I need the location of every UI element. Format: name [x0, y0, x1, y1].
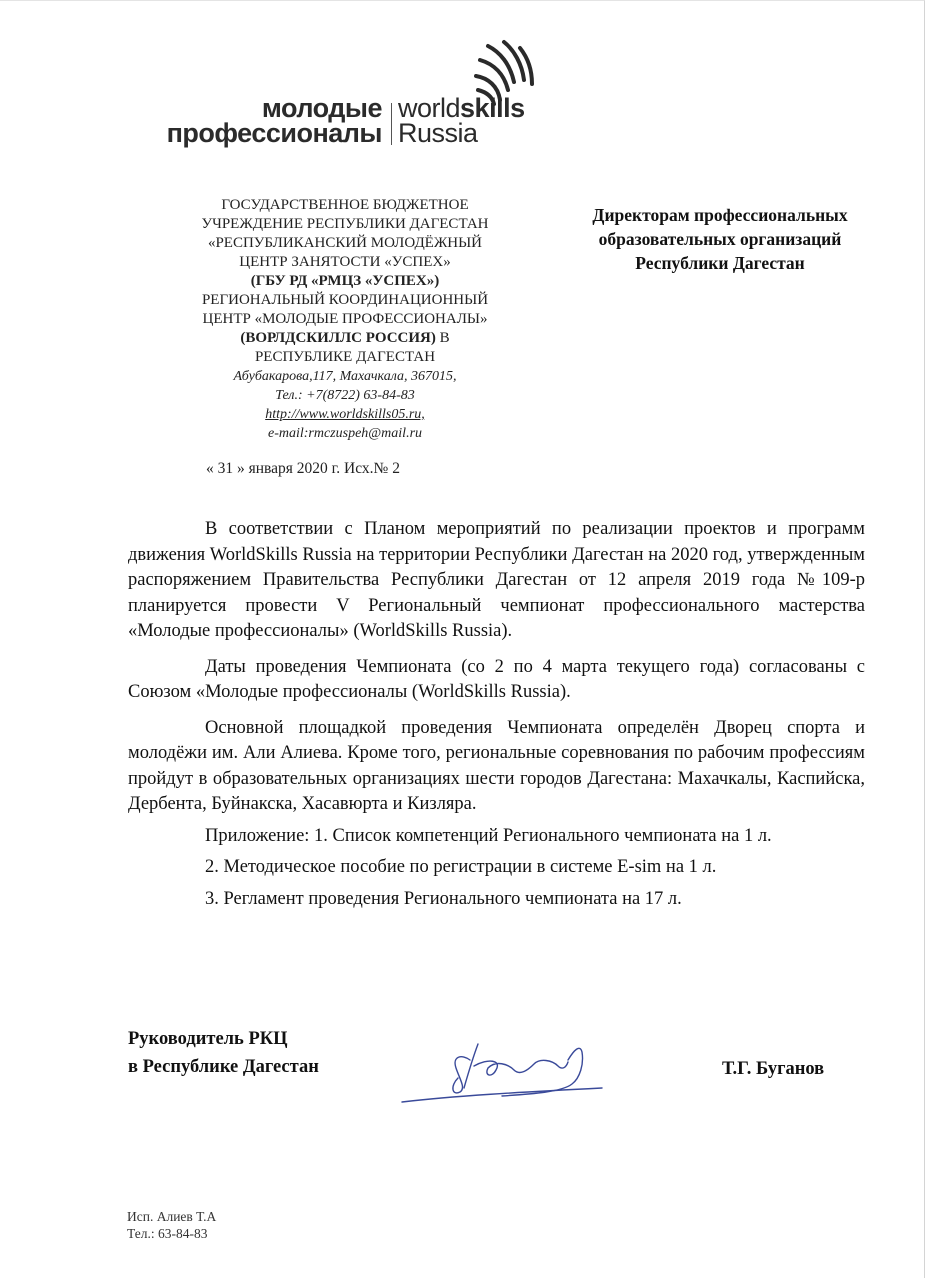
executor-info [127, 1208, 216, 1242]
sender-phone: Тел.: +7(8722) 63-84-83 [275, 388, 415, 403]
signatory-title-line-2: в Республике Дагестан [128, 1057, 319, 1077]
sender-email: e-mail:rmczuspeh@mail.ru [267, 426, 423, 441]
sender-line-abbr: (ГБУ РД «РМЦЗ «УСПЕХ») [250, 273, 440, 289]
sender-line-worldskills: (ВОРЛДСКИЛЛС РОССИЯ) [240, 330, 436, 346]
appendix-item-2: 2. Методическое пособие по регистрации в системе E-sim на 1 л. [205, 857, 717, 877]
sender-line: «РЕСПУБЛИКАНСКИЙ МОЛОДЁЖНЫЙ [207, 235, 483, 251]
logo-line-1: молодые [261, 93, 382, 123]
sender-line: РЕГИОНАЛЬНЫЙ КООРДИНАЦИОННЫЙ [201, 292, 489, 308]
document-date-number: « 31 » января 2020 г. Исх.№ 2 [206, 460, 400, 477]
body-paragraph-2: Даты проведения Чемпионата (со 2 по 4 марта текущего года) согласованы с Союзом «Молодые профессионалы (WorldSkills Russia). [128, 656, 865, 702]
executor-name: Исп. Алиев Т.А [127, 1209, 217, 1224]
sender-line: РЕСПУБЛИКЕ ДАГЕСТАН [254, 349, 436, 365]
signatory-name: Т.Г. Буганов [722, 1059, 825, 1079]
addressee-block [540, 203, 900, 275]
appendix-item-3: 3. Регламент проведения Регионального чемпионата на 17 л. [205, 888, 682, 909]
sender-line: УЧРЕЖДЕНИЕ РЕСПУБЛИКИ ДАГЕСТАН [201, 216, 489, 232]
signatory-title [128, 1025, 319, 1081]
sender-line-in: В [435, 330, 450, 346]
sender-website-link[interactable]: http://www.worldskills05.ru, [265, 407, 425, 422]
sender-address: Абубакарова,117, Махачкала, 367015, [233, 369, 457, 384]
logo-text-young-professionals [160, 93, 382, 148]
logo-divider [391, 103, 392, 145]
sender-block [160, 196, 530, 443]
signatory-title-line-1: Руководитель РКЦ [128, 1029, 288, 1049]
handwritten-signature [392, 1030, 622, 1110]
sender-line: ГОСУДАРСТВЕННОЕ БЮДЖЕТНОЕ [221, 197, 469, 213]
sender-line: ЦЕНТР «МОЛОДЫЕ ПРОФЕССИОНАЛЫ» [202, 311, 488, 327]
logo-russia: Russia [398, 118, 478, 148]
body-paragraph-1: В соответствии с Планом мероприятий по реализации проектов и программ движения WorldSkills Russia на территории Республики Дагестан на 2020 год, утвержденным распоряжением Правительства Республики Дагестан от 12 апреля 2019 года №109-р планируется провести V Региональный чемпионат профессионального мастерства «Молодые профессионалы» (WorldSkills Russia). [128, 519, 865, 641]
logo-world: world [398, 93, 461, 123]
logo-skills: skills [460, 93, 525, 123]
sender-line: ЦЕНТР ЗАНЯТОСТИ «УСПЕХ» [239, 254, 451, 270]
appendix-item-1: Приложение: 1. Список компетенций Регионального чемпионата на 1 л. [205, 825, 772, 846]
logo-line-2: профессионалы [166, 118, 382, 148]
executor-phone: Тел.: 63-84-83 [127, 1226, 208, 1241]
logo-text-worldskills [398, 93, 525, 148]
letter-body [128, 517, 865, 912]
addressee-line: Директорам профессиональных [592, 205, 848, 225]
addressee-line: образовательных организаций [598, 229, 842, 249]
body-paragraph-3: Основной площадкой проведения Чемпионата определён Дворец спорта и молодёжи им. Али Алиева. Кроме того, региональные соревнования по рабочим профессиям пройдут в образовательных организациях шести городов Дагестана: Махачкалы, Каспийска, Дербента, Буйнакска, Хасавюрта и Кизляра. [128, 717, 865, 814]
addressee-line: Республики Дагестан [635, 253, 805, 273]
